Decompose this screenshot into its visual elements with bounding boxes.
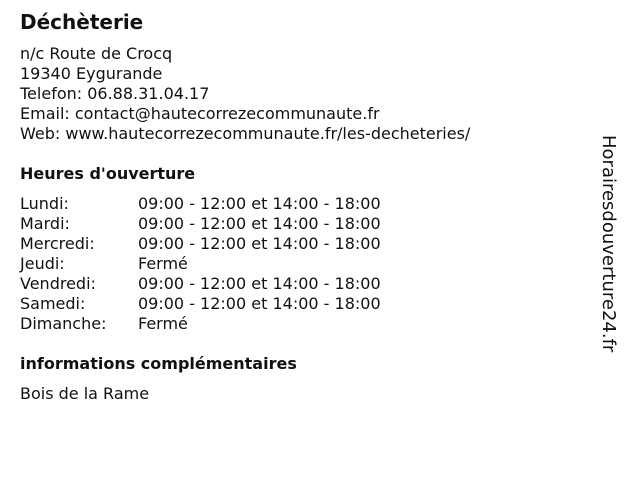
day-label: Mardi: bbox=[20, 214, 70, 233]
day-hours: 09:00 - 12:00 et 14:00 - 18:00 bbox=[138, 214, 381, 233]
email-line: Email: contact@hautecorrezecommunaute.fr bbox=[20, 104, 380, 123]
site-watermark bbox=[598, 135, 638, 375]
day-label: Mercredi: bbox=[20, 234, 95, 253]
watermark-text: Horairesdouverture24.fr bbox=[598, 135, 619, 353]
day-label: Dimanche: bbox=[20, 314, 107, 333]
day-hours: Fermé bbox=[138, 254, 188, 273]
street-address: n/c Route de Crocq bbox=[20, 44, 173, 63]
opening-hours-heading: Heures d'ouverture bbox=[20, 164, 196, 183]
day-hours: 09:00 - 12:00 et 14:00 - 18:00 bbox=[138, 294, 381, 313]
day-label: Lundi: bbox=[20, 194, 69, 213]
phone-line: Telefon: 06.88.31.04.17 bbox=[20, 84, 210, 103]
day-hours: 09:00 - 12:00 et 14:00 - 18:00 bbox=[138, 194, 381, 213]
day-hours: 09:00 - 12:00 et 14:00 - 18:00 bbox=[138, 274, 381, 293]
day-label: Samedi: bbox=[20, 294, 86, 313]
web-line: Web: www.hautecorrezecommunaute.fr/les-decheteries/ bbox=[20, 124, 471, 143]
day-hours: Fermé bbox=[138, 314, 188, 333]
day-label: Vendredi: bbox=[20, 274, 96, 293]
additional-info-heading: informations complémentaires bbox=[20, 354, 297, 373]
day-hours: 09:00 - 12:00 et 14:00 - 18:00 bbox=[138, 234, 381, 253]
additional-info-text: Bois de la Rame bbox=[20, 384, 150, 403]
day-label: Jeudi: bbox=[20, 254, 65, 273]
page-title: Déchèterie bbox=[20, 10, 144, 34]
city-postal: 19340 Eygurande bbox=[20, 64, 163, 83]
address-block bbox=[20, 44, 470, 144]
